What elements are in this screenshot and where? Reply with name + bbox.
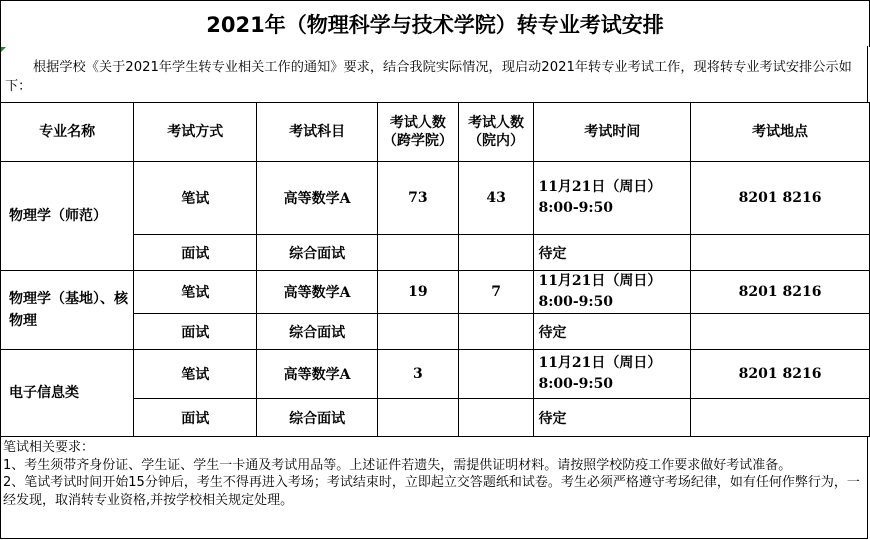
count-cross <box>378 314 459 350</box>
header-subject: 考试科目 <box>257 103 378 162</box>
exam-time: 待定 <box>534 399 691 437</box>
exam-method: 面试 <box>134 314 257 350</box>
header-count-cross: 考试人数（跨学院） <box>378 103 459 162</box>
exam-time: 待定 <box>534 235 691 271</box>
exam-date: 11月21日（周日） <box>538 273 662 289</box>
page-title: 2021年（物理科学与技术学院）转专业考试安排 <box>0 0 870 47</box>
count-internal: 7 <box>458 271 534 314</box>
exam-time <box>534 350 691 399</box>
exam-subject: 高等数学A <box>257 271 378 314</box>
exam-hours: 8:00-9:50 <box>538 376 614 392</box>
header-major: 专业名称 <box>1 103 134 162</box>
table-row <box>1 271 870 314</box>
table-row <box>1 350 870 399</box>
header-time: 考试时间 <box>534 103 691 162</box>
table-header-row <box>1 103 870 162</box>
exam-location <box>691 314 870 350</box>
exam-method: 笔试 <box>134 162 257 235</box>
exam-subject: 高等数学A <box>257 162 378 235</box>
exam-location <box>691 235 870 271</box>
exam-hours: 8:00-9:50 <box>538 294 614 310</box>
exam-time <box>534 162 691 235</box>
count-internal <box>458 399 534 437</box>
intro-paragraph <box>0 46 868 102</box>
exam-method: 面试 <box>134 399 257 437</box>
exam-location <box>691 399 870 437</box>
exam-date: 11月21日（周日） <box>538 355 662 371</box>
exam-schedule-table <box>0 102 870 437</box>
major-name: 物理学（师范） <box>1 162 134 271</box>
count-cross: 19 <box>378 271 459 314</box>
notes-item-2: 2、笔试考试时间开始15分钟后，考生不得再进入考场；考试结束时，立即起立交答题纸和试卷。考生必须严格遵守考场纪律，如有任何作弊行为，一经发现，取消转专业资格,并按学校相关规定处理。 <box>3 475 860 508</box>
count-cross: 3 <box>378 350 459 399</box>
exam-time: 待定 <box>534 314 691 350</box>
count-cross <box>378 235 459 271</box>
exam-notes <box>0 437 868 539</box>
exam-subject: 高等数学A <box>257 350 378 399</box>
exam-subject: 综合面试 <box>257 235 378 271</box>
exam-location: 8201 8216 <box>691 271 870 314</box>
exam-method: 笔试 <box>134 271 257 314</box>
table-row <box>1 162 870 235</box>
exam-method: 笔试 <box>134 350 257 399</box>
header-location: 考试地点 <box>691 103 870 162</box>
count-internal: 43 <box>458 162 534 235</box>
header-count-internal: 考试人数（院内） <box>458 103 534 162</box>
header-method: 考试方式 <box>134 103 257 162</box>
exam-hours: 8:00-9:50 <box>538 200 614 216</box>
notes-item-1: 1、考生须带齐身份证、学生证、学生一卡通及考试用品等。上述证件若遗失，需提供证明材料。请按照学校防疫工作要求做好考试准备。 <box>3 457 792 473</box>
count-internal <box>458 235 534 271</box>
exam-date: 11月21日（周日） <box>538 179 662 195</box>
exam-location: 8201 8216 <box>691 350 870 399</box>
notes-heading: 笔试相关要求： <box>3 440 95 455</box>
intro-text: 根据学校《关于2021年学生转专业相关工作的通知》要求，结合我院实际情况，现启动2021年转专业考试工作，现将转专业考试安排公示如下： <box>5 60 852 94</box>
exam-method: 面试 <box>134 235 257 271</box>
exam-subject: 综合面试 <box>257 314 378 350</box>
exam-subject: 综合面试 <box>257 399 378 437</box>
exam-time <box>534 271 691 314</box>
count-internal <box>458 350 534 399</box>
count-internal <box>458 314 534 350</box>
major-name: 电子信息类 <box>1 350 134 437</box>
exam-location: 8201 8216 <box>691 162 870 235</box>
count-cross: 73 <box>378 162 459 235</box>
major-name: 物理学（基地）、核物理 <box>1 271 134 350</box>
count-cross <box>378 399 459 437</box>
